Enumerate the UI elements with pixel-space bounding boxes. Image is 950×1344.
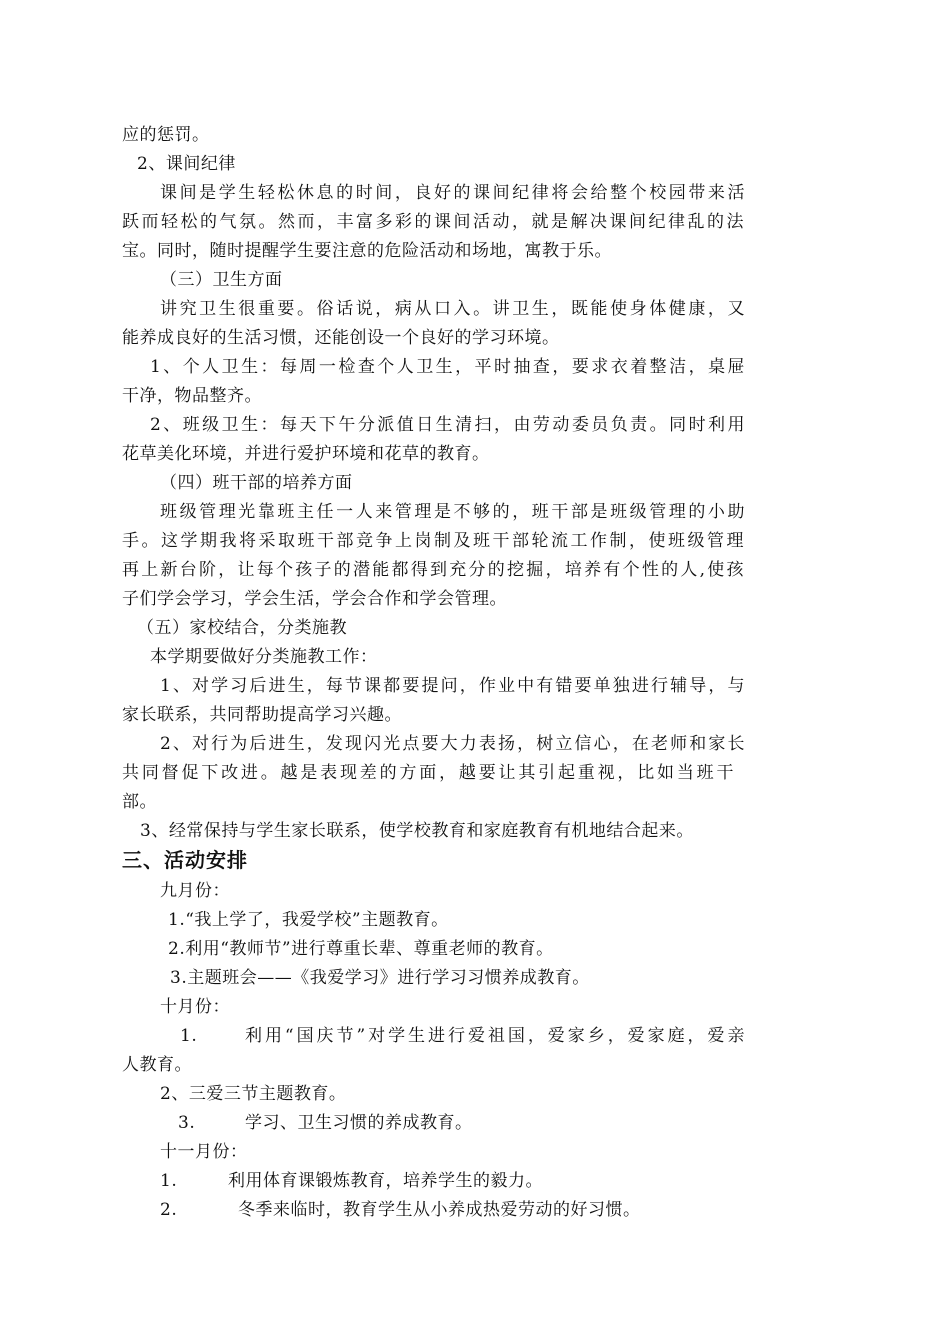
- list-item-continuation: 人教育。: [122, 1055, 192, 1075]
- subheading-class-cadres: （四）班干部的培养方面: [160, 473, 353, 493]
- paragraph-line: 能养成良好的生活习惯，还能创设一个良好的学习环境。: [122, 328, 560, 348]
- subheading-home-school: （五）家校结合，分类施教: [137, 618, 347, 638]
- paragraph-line: 共同督促下改进。越是表现差的方面，越要让其引起重视，比如当班干: [122, 763, 734, 783]
- list-item-number: 2.: [160, 1200, 178, 1220]
- paragraph-line: 本学期要做好分类施教工作：: [150, 647, 378, 667]
- paragraph-line: 2、班级卫生：每天下午分派值日生清扫，由劳动委员负责。同时利用: [150, 415, 745, 435]
- list-item-number: 1.: [160, 1171, 178, 1191]
- list-item: 利用体育课锻炼教育，培养学生的毅力。: [228, 1171, 543, 1191]
- paragraph-line: 课间是学生轻松休息的时间，良好的课间纪律将会给整个校园带来活: [160, 183, 745, 203]
- paragraph-line: 跃而轻松的气氛。然而，丰富多彩的课间活动，就是解决课间纪律乱的法: [122, 212, 744, 232]
- paragraph-line: 手。这学期我将采取班干部竞争上岗制及班干部轮流工作制，使班级管理: [122, 531, 744, 551]
- subheading-class-break-discipline: 2、课间纪律: [137, 154, 236, 174]
- paragraph-line: 宝。同时，随时提醒学生要注意的危险活动和场地，寓教于乐。: [122, 241, 612, 261]
- paragraph-line: 部。: [122, 792, 157, 812]
- list-item: 3.主题班会——《我爱学习》进行学习习惯养成教育。: [170, 968, 590, 988]
- month-label-september: 九月份：: [160, 881, 230, 901]
- paragraph-line: 再上新台阶，让每个孩子的潜能都得到充分的挖掘，培养有个性的人,使孩: [122, 560, 744, 580]
- paragraph-line: 花草美化环境，并进行爱护环境和花草的教育。: [122, 444, 490, 464]
- paragraph-line: 讲究卫生很重要。俗话说，病从口入。讲卫生，既能使身体健康，又: [160, 299, 745, 319]
- month-label-october: 十月份：: [160, 997, 230, 1017]
- paragraph-line: 2、对行为后进生，发现闪光点要大力表扬，树立信心，在老师和家长: [160, 734, 745, 754]
- list-item-number: 1.: [180, 1026, 198, 1046]
- paragraph-line: 1、个人卫生：每周一检查个人卫生，平时抽查，要求衣着整洁，桌屉: [150, 357, 745, 377]
- list-item-number: 3.: [178, 1113, 196, 1133]
- paragraph-line: 干净，物品整齐。: [122, 386, 262, 406]
- month-label-november: 十一月份：: [160, 1142, 248, 1162]
- paragraph-line: 家长联系，共同帮助提高学习兴趣。: [122, 705, 402, 725]
- paragraph-line: 1、对学习后进生，每节课都要提问，作业中有错要单独进行辅导，与: [160, 676, 745, 696]
- subheading-hygiene: （三）卫生方面: [160, 270, 283, 290]
- section-heading-activities: 三、活动安排: [122, 848, 248, 872]
- list-item: 2.利用“教师节”进行尊重长辈、尊重老师的教育。: [168, 939, 554, 959]
- list-item: 利用“国庆节”对学生进行爱祖国，爱家乡，爱家庭，爱亲: [245, 1026, 745, 1046]
- paragraph-line: 3、经常保持与学生家长联系，使学校教育和家庭教育有机地结合起来。: [140, 821, 694, 841]
- list-item: 2、三爱三节主题教育。: [160, 1084, 347, 1104]
- paragraph-line: 应的惩罚。: [122, 125, 210, 145]
- list-item: 1.“我上学了，我爱学校”主题教育。: [168, 910, 449, 930]
- list-item: 学习、卫生习惯的养成教育。: [245, 1113, 473, 1133]
- paragraph-line: 班级管理光靠班主任一人来管理是不够的，班干部是班级管理的小助: [160, 502, 745, 522]
- list-item: 冬季来临时，教育学生从小养成热爱劳动的好习惯。: [238, 1200, 641, 1220]
- paragraph-line: 子们学会学习，学会生活，学会合作和学会管理。: [122, 589, 507, 609]
